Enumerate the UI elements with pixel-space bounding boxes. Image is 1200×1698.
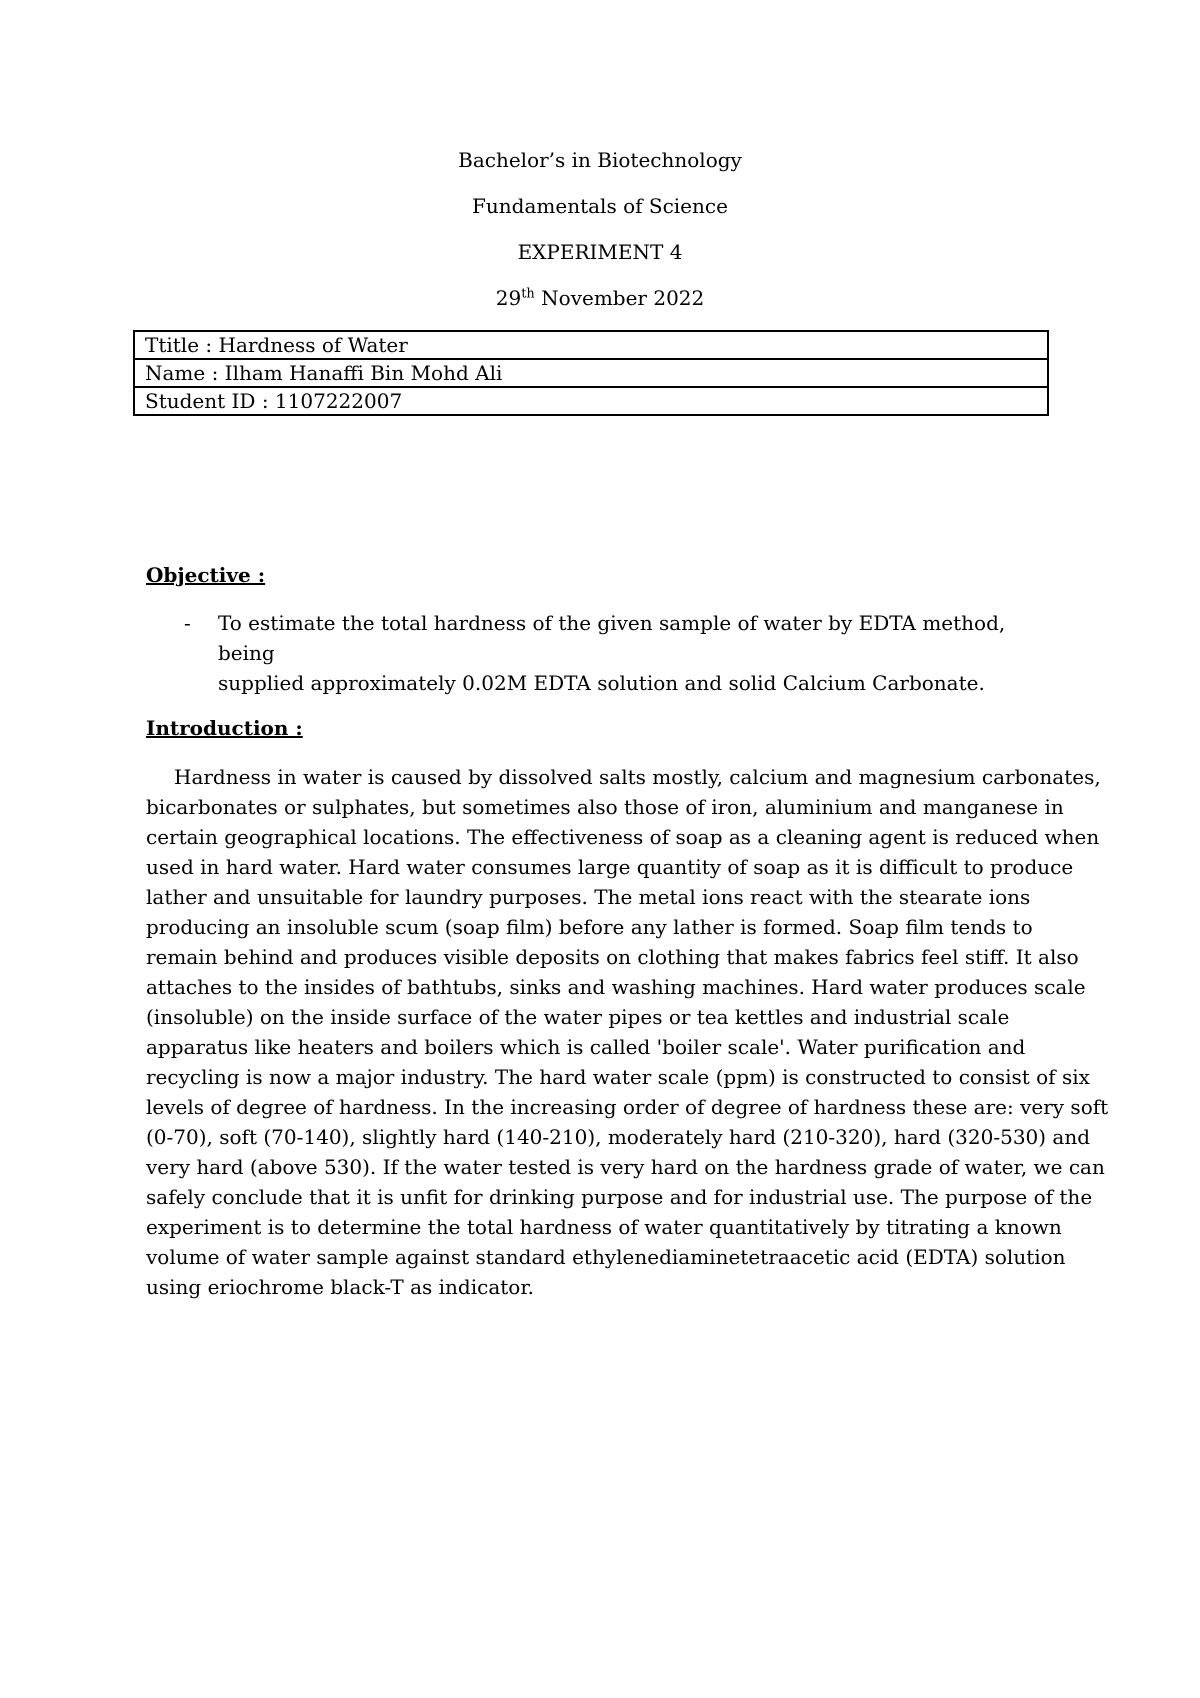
objective-heading: Objective : [146,563,266,587]
paragraph-line: remain behind and produces visible deposits on clothing that makes fabrics feel stiff. It also [146,945,1079,969]
paragraph-line: recycling is now a major industry. The hard water scale (ppm) is constructed to consist of six [146,1065,1090,1089]
objective-line: To estimate the total hardness of the given sample of water by EDTA method, being [218,611,1006,665]
paragraph-line: bicarbonates or sulphates, but sometimes also those of iron, aluminium and manganese in [146,795,1064,819]
table-row [134,387,1048,415]
table-row [134,331,1048,359]
student-info-table [133,330,1049,416]
name-cell: Name : Ilham Hanaffi Bin Mohd Ali [134,359,1048,387]
course-title: Fundamentals of Science [472,194,728,218]
paragraph-line: experiment is to determine the total hardness of water quantitatively by titrating a known [146,1215,1062,1239]
paragraph-line: certain geographical locations. The effectiveness of soap as a cleaning agent is reduced when [146,825,1100,849]
paragraph-line: lather and unsuitable for laundry purposes. The metal ions react with the stearate ions [146,885,1031,909]
paragraph-line: using eriochrome black-T as indicator. [146,1275,535,1299]
paragraph-line: safely conclude that it is unfit for drinking purpose and for industrial use. The purpose of the [146,1185,1093,1209]
paragraph-line: producing an insoluble scum (soap film) before any lather is formed. Soap film tends to [146,915,1033,939]
paragraph-line: (insoluble) on the inside surface of the water pipes or tea kettles and industrial scale [146,1005,1010,1029]
objective-line: supplied approximately 0.02M EDTA solution and solid Calcium Carbonate. [218,671,985,695]
paragraph-line: attaches to the insides of bathtubs, sinks and washing machines. Hard water produces scale [146,975,1086,999]
student-id-cell: Student ID : 1107222007 [134,387,1048,415]
paragraph-line: volume of water sample against standard ethylenediaminetetraacetic acid (EDTA) solution [146,1245,1066,1269]
paragraph-line: used in hard water. Hard water consumes large quantity of soap as it is difficult to produce [146,855,1074,879]
table-row [134,359,1048,387]
date-day: 29 [495,286,522,310]
paragraph-line: very hard (above 530). If the water tested is very hard on the hardness grade of water, we can [146,1155,1105,1179]
date-suffix: th [521,286,535,302]
paragraph-line: Hardness in water is caused by dissolved salts mostly, calcium and magnesium carbonates, [174,765,1101,789]
introduction-heading: Introduction : [146,716,303,740]
date-rest: November 2022 [534,286,705,310]
paragraph-line: levels of degree of hardness. In the increasing order of degree of hardness these are: very soft [146,1095,1109,1119]
experiment-date [0,286,1200,310]
title-cell: Ttitle : Hardness of Water [134,331,1048,359]
program-title: Bachelor’s in Biotechnology [458,148,742,172]
paragraph-line: apparatus like heaters and boilers which is called 'boiler scale'. Water purification and [146,1035,1026,1059]
objective-text [218,608,1058,698]
paragraph-line: (0-70), soft (70-140), slightly hard (140-210), moderately hard (210-320), hard (320-530) and [146,1125,1091,1149]
bullet-marker: - [184,611,191,635]
experiment-title: EXPERIMENT 4 [517,240,683,264]
introduction-paragraph [146,762,1109,1302]
